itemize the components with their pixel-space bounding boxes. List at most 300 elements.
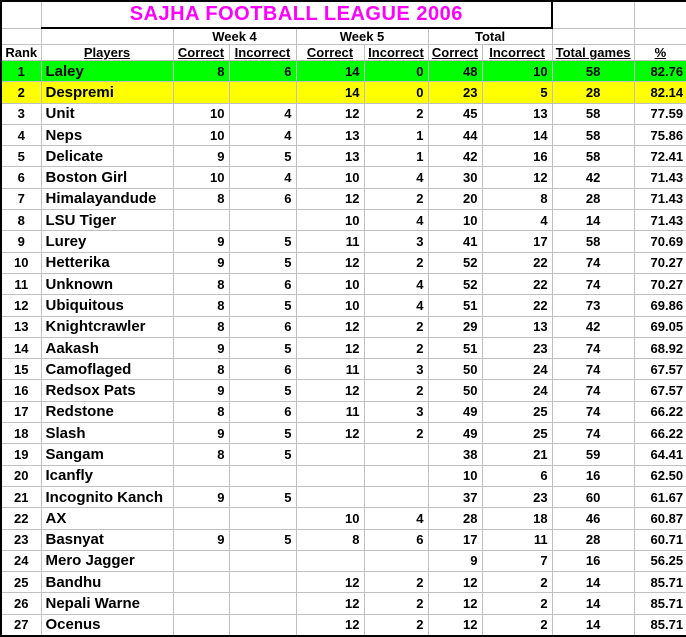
table-row [1,273,686,294]
total-correct-cell: 45 [428,103,482,124]
w5-correct-cell [296,486,364,507]
w5-incorrect-cell [364,550,428,571]
w5-incorrect-cell [364,465,428,486]
table-row [1,82,686,103]
rank-cell: 6 [1,167,41,188]
w5-incorrect-cell [364,444,428,465]
total-games-cell: 42 [552,167,634,188]
rank-cell: 9 [1,231,41,252]
total-correct-cell: 50 [428,380,482,401]
w5-correct-cell: 10 [296,167,364,188]
w5-incorrect-cell: 2 [364,103,428,124]
rank-cell: 14 [1,337,41,358]
total-correct-cell: 49 [428,423,482,444]
w5-correct-cell: 12 [296,188,364,209]
total-games-cell: 14 [552,614,634,636]
rank-cell: 4 [1,124,41,145]
total-games-cell: 59 [552,444,634,465]
total-incorrect-cell: 23 [482,486,552,507]
w5-incorrect-cell: 2 [364,252,428,273]
rank-cell: 23 [1,529,41,550]
percent-cell: 71.43 [634,188,686,209]
w5-incorrect-cell: 0 [364,82,428,103]
total-games-cell: 74 [552,359,634,380]
w4-correct-cell [173,508,229,529]
w5-incorrect-cell: 2 [364,593,428,614]
rank-cell: 16 [1,380,41,401]
total-games-cell: 73 [552,295,634,316]
player-name-cell: Redstone [41,401,173,422]
w5-correct-cell: 8 [296,529,364,550]
table-row [1,231,686,252]
w5-correct-cell [296,444,364,465]
rank-cell: 17 [1,401,41,422]
player-name-cell: AX [41,508,173,529]
total-incorrect-cell: 23 [482,337,552,358]
total-incorrect-cell: 11 [482,529,552,550]
table-row [1,124,686,145]
w5-incorrect-cell: 4 [364,167,428,188]
player-name-cell: Nepali Warne [41,593,173,614]
total-correct-cell: 12 [428,593,482,614]
percent-cell: 82.14 [634,82,686,103]
player-name-cell: Himalayandude [41,188,173,209]
player-name-cell: Mero Jagger [41,550,173,571]
w4-incorrect-cell [229,508,296,529]
w4-correct-cell: 8 [173,273,229,294]
percent-cell: 85.71 [634,614,686,636]
w4-incorrect-cell [229,572,296,593]
total-games-cell: 58 [552,231,634,252]
table-row [1,444,686,465]
table-row [1,295,686,316]
percent-cell: 62.50 [634,465,686,486]
total-correct-cell: 49 [428,401,482,422]
total-group-header: Total [428,28,552,45]
w5-incorrect-cell [364,486,428,507]
w4-incorrect-cell: 5 [229,486,296,507]
w4-incorrect-cell: 6 [229,61,296,82]
group-row-spacer [634,28,686,45]
w5-incorrect-cell: 2 [364,380,428,401]
player-name-cell: Unknown [41,273,173,294]
col-header-total-correct: Correct [428,45,482,61]
total-games-cell: 74 [552,252,634,273]
page-title: SAJHA FOOTBALL LEAGUE 2006 [41,1,552,28]
w5-incorrect-cell: 2 [364,188,428,209]
total-games-cell: 74 [552,380,634,401]
total-correct-cell: 12 [428,614,482,636]
col-header-w4-incorrect: Incorrect [229,45,296,61]
w4-incorrect-cell: 6 [229,188,296,209]
total-incorrect-cell: 8 [482,188,552,209]
total-correct-cell: 52 [428,252,482,273]
percent-cell: 85.71 [634,593,686,614]
group-row-spacer [41,28,173,45]
rank-cell: 24 [1,550,41,571]
col-header-percent: % [634,45,686,61]
total-correct-cell: 20 [428,188,482,209]
percent-cell: 75.86 [634,124,686,145]
total-correct-cell: 28 [428,508,482,529]
w5-incorrect-cell: 2 [364,337,428,358]
w4-incorrect-cell [229,465,296,486]
w4-incorrect-cell: 5 [229,146,296,167]
w5-incorrect-cell: 0 [364,61,428,82]
col-header-w4-correct: Correct [173,45,229,61]
player-name-cell: Basnyat [41,529,173,550]
w4-correct-cell: 8 [173,401,229,422]
total-games-cell: 28 [552,82,634,103]
total-games-cell: 60 [552,486,634,507]
w4-correct-cell [173,210,229,231]
w4-correct-cell: 10 [173,103,229,124]
table-row [1,508,686,529]
column-header-row [1,45,686,61]
w4-correct-cell [173,82,229,103]
w5-incorrect-cell: 2 [364,614,428,636]
total-incorrect-cell: 13 [482,103,552,124]
group-row-spacer [1,28,41,45]
w5-correct-cell: 12 [296,380,364,401]
w4-incorrect-cell: 4 [229,167,296,188]
w5-incorrect-cell: 1 [364,146,428,167]
percent-cell: 70.69 [634,231,686,252]
table-row [1,380,686,401]
w5-incorrect-cell: 3 [364,401,428,422]
w5-correct-cell [296,465,364,486]
percent-cell: 69.86 [634,295,686,316]
col-header-total-incorrect: Incorrect [482,45,552,61]
total-incorrect-cell: 22 [482,252,552,273]
rank-cell: 27 [1,614,41,636]
group-header-row [1,28,686,45]
percent-cell: 71.43 [634,210,686,231]
w4-correct-cell [173,614,229,636]
total-incorrect-cell: 10 [482,61,552,82]
total-incorrect-cell: 14 [482,124,552,145]
w5-correct-cell: 10 [296,508,364,529]
w5-incorrect-cell: 4 [364,273,428,294]
total-correct-cell: 23 [428,82,482,103]
w5-incorrect-cell: 4 [364,295,428,316]
title-row-spacer [634,1,686,28]
table-row [1,614,686,636]
total-correct-cell: 17 [428,529,482,550]
total-incorrect-cell: 17 [482,231,552,252]
total-games-cell: 16 [552,550,634,571]
total-correct-cell: 42 [428,146,482,167]
w4-incorrect-cell: 4 [229,103,296,124]
rank-cell: 26 [1,593,41,614]
total-games-cell: 46 [552,508,634,529]
rank-cell: 11 [1,273,41,294]
total-incorrect-cell: 22 [482,295,552,316]
total-correct-cell: 48 [428,61,482,82]
w5-correct-cell: 11 [296,359,364,380]
rank-cell: 21 [1,486,41,507]
percent-cell: 72.41 [634,146,686,167]
w4-incorrect-cell: 6 [229,401,296,422]
table-row [1,210,686,231]
player-name-cell: Boston Girl [41,167,173,188]
rank-cell: 1 [1,61,41,82]
week4-group-header: Week 4 [173,28,296,45]
total-games-cell: 14 [552,593,634,614]
w5-correct-cell: 12 [296,423,364,444]
col-header-w5-correct: Correct [296,45,364,61]
table-row [1,188,686,209]
total-correct-cell: 10 [428,465,482,486]
rank-cell: 18 [1,423,41,444]
w4-incorrect-cell [229,210,296,231]
w5-incorrect-cell: 4 [364,508,428,529]
player-name-cell: Slash [41,423,173,444]
rank-cell: 10 [1,252,41,273]
table-row [1,61,686,82]
w4-incorrect-cell: 5 [229,380,296,401]
w4-incorrect-cell: 5 [229,295,296,316]
w5-correct-cell: 10 [296,273,364,294]
w5-correct-cell: 13 [296,146,364,167]
title-row-spacer [552,1,634,28]
table-row [1,423,686,444]
rank-cell: 5 [1,146,41,167]
table-row [1,359,686,380]
w5-correct-cell: 12 [296,103,364,124]
total-incorrect-cell: 18 [482,508,552,529]
total-incorrect-cell: 16 [482,146,552,167]
total-incorrect-cell: 2 [482,614,552,636]
table-row [1,401,686,422]
percent-cell: 56.25 [634,550,686,571]
w4-incorrect-cell: 4 [229,124,296,145]
w4-correct-cell: 8 [173,295,229,316]
percent-cell: 71.43 [634,167,686,188]
total-correct-cell: 12 [428,572,482,593]
total-incorrect-cell: 24 [482,359,552,380]
player-name-cell: Unit [41,103,173,124]
table-row [1,337,686,358]
total-games-cell: 58 [552,146,634,167]
total-correct-cell: 50 [428,359,482,380]
w4-incorrect-cell [229,593,296,614]
total-games-cell: 58 [552,61,634,82]
total-correct-cell: 51 [428,295,482,316]
player-name-cell: Redsox Pats [41,380,173,401]
table-row [1,529,686,550]
w4-correct-cell: 9 [173,252,229,273]
w5-correct-cell: 10 [296,210,364,231]
w4-incorrect-cell [229,82,296,103]
w5-correct-cell: 13 [296,124,364,145]
total-games-cell: 74 [552,337,634,358]
w4-correct-cell: 9 [173,231,229,252]
rank-cell: 13 [1,316,41,337]
w5-correct-cell: 12 [296,593,364,614]
table-row [1,593,686,614]
w4-incorrect-cell: 6 [229,273,296,294]
col-header-rank: Rank [1,45,41,61]
player-name-cell: Neps [41,124,173,145]
percent-cell: 67.57 [634,380,686,401]
percent-cell: 61.67 [634,486,686,507]
w5-incorrect-cell: 3 [364,231,428,252]
table-row [1,167,686,188]
rank-cell: 2 [1,82,41,103]
player-name-cell: Ocenus [41,614,173,636]
rank-cell: 12 [1,295,41,316]
w5-correct-cell: 12 [296,337,364,358]
table-row [1,103,686,124]
total-incorrect-cell: 2 [482,593,552,614]
w5-correct-cell: 11 [296,231,364,252]
total-games-cell: 58 [552,124,634,145]
w5-incorrect-cell: 6 [364,529,428,550]
player-name-cell: LSU Tiger [41,210,173,231]
w4-correct-cell: 10 [173,124,229,145]
rank-cell: 20 [1,465,41,486]
col-header-total-games: Total games [552,45,634,61]
total-incorrect-cell: 25 [482,401,552,422]
player-name-cell: Lurey [41,231,173,252]
total-games-cell: 74 [552,401,634,422]
table-row [1,486,686,507]
w4-incorrect-cell: 5 [229,252,296,273]
table-row [1,572,686,593]
w4-correct-cell: 8 [173,61,229,82]
player-name-cell: Aakash [41,337,173,358]
col-header-w5-incorrect: Incorrect [364,45,428,61]
w4-incorrect-cell: 6 [229,316,296,337]
w4-incorrect-cell: 6 [229,359,296,380]
total-correct-cell: 29 [428,316,482,337]
rank-cell: 8 [1,210,41,231]
total-correct-cell: 30 [428,167,482,188]
total-games-cell: 28 [552,529,634,550]
total-games-cell: 58 [552,103,634,124]
table-row [1,252,686,273]
table-body [1,61,686,637]
percent-cell: 85.71 [634,572,686,593]
rank-cell: 22 [1,508,41,529]
player-name-cell: Laley [41,61,173,82]
total-incorrect-cell: 22 [482,273,552,294]
w4-correct-cell: 9 [173,146,229,167]
total-incorrect-cell: 2 [482,572,552,593]
w4-correct-cell: 9 [173,529,229,550]
table-row [1,550,686,571]
w5-incorrect-cell: 4 [364,210,428,231]
total-incorrect-cell: 7 [482,550,552,571]
w5-correct-cell [296,550,364,571]
w4-correct-cell [173,572,229,593]
w5-incorrect-cell: 1 [364,124,428,145]
total-games-cell: 42 [552,316,634,337]
total-correct-cell: 44 [428,124,482,145]
player-name-cell: Knightcrawler [41,316,173,337]
table-row [1,146,686,167]
w4-correct-cell: 8 [173,188,229,209]
percent-cell: 77.59 [634,103,686,124]
percent-cell: 60.71 [634,529,686,550]
w5-incorrect-cell: 2 [364,423,428,444]
w5-correct-cell: 11 [296,401,364,422]
player-name-cell: Camoflaged [41,359,173,380]
total-games-cell: 74 [552,273,634,294]
player-name-cell: Ubiquitous [41,295,173,316]
player-name-cell: Despremi [41,82,173,103]
rank-cell: 25 [1,572,41,593]
w5-correct-cell: 14 [296,82,364,103]
w5-correct-cell: 10 [296,295,364,316]
week5-group-header: Week 5 [296,28,428,45]
percent-cell: 64.41 [634,444,686,465]
w4-correct-cell: 9 [173,337,229,358]
total-correct-cell: 41 [428,231,482,252]
percent-cell: 60.87 [634,508,686,529]
total-incorrect-cell: 25 [482,423,552,444]
player-name-cell: Incognito Kanch [41,486,173,507]
percent-cell: 66.22 [634,423,686,444]
total-games-cell: 28 [552,188,634,209]
rank-cell: 3 [1,103,41,124]
total-games-cell: 14 [552,210,634,231]
title-row [1,1,686,28]
player-name-cell: Hetterika [41,252,173,273]
w4-correct-cell [173,550,229,571]
w5-correct-cell: 14 [296,61,364,82]
w5-incorrect-cell: 3 [364,359,428,380]
percent-cell: 66.22 [634,401,686,422]
total-incorrect-cell: 6 [482,465,552,486]
w5-correct-cell: 12 [296,572,364,593]
total-incorrect-cell: 4 [482,210,552,231]
w4-correct-cell: 9 [173,423,229,444]
total-correct-cell: 37 [428,486,482,507]
total-correct-cell: 9 [428,550,482,571]
percent-cell: 69.05 [634,316,686,337]
w4-incorrect-cell [229,614,296,636]
w4-correct-cell: 9 [173,486,229,507]
w4-correct-cell: 8 [173,444,229,465]
total-incorrect-cell: 5 [482,82,552,103]
table-row [1,316,686,337]
percent-cell: 70.27 [634,273,686,294]
player-name-cell: Sangam [41,444,173,465]
title-row-rank-spacer [1,1,41,28]
w5-correct-cell: 12 [296,614,364,636]
w4-incorrect-cell: 5 [229,444,296,465]
total-correct-cell: 10 [428,210,482,231]
w5-correct-cell: 12 [296,252,364,273]
percent-cell: 82.76 [634,61,686,82]
w4-correct-cell: 9 [173,380,229,401]
player-name-cell: Bandhu [41,572,173,593]
total-correct-cell: 51 [428,337,482,358]
w4-correct-cell: 8 [173,316,229,337]
total-games-cell: 16 [552,465,634,486]
total-games-cell: 74 [552,423,634,444]
total-incorrect-cell: 21 [482,444,552,465]
player-name-cell: Icanfly [41,465,173,486]
w4-incorrect-cell [229,550,296,571]
w4-incorrect-cell: 5 [229,337,296,358]
total-incorrect-cell: 24 [482,380,552,401]
percent-cell: 68.92 [634,337,686,358]
w4-correct-cell [173,593,229,614]
table-row [1,465,686,486]
